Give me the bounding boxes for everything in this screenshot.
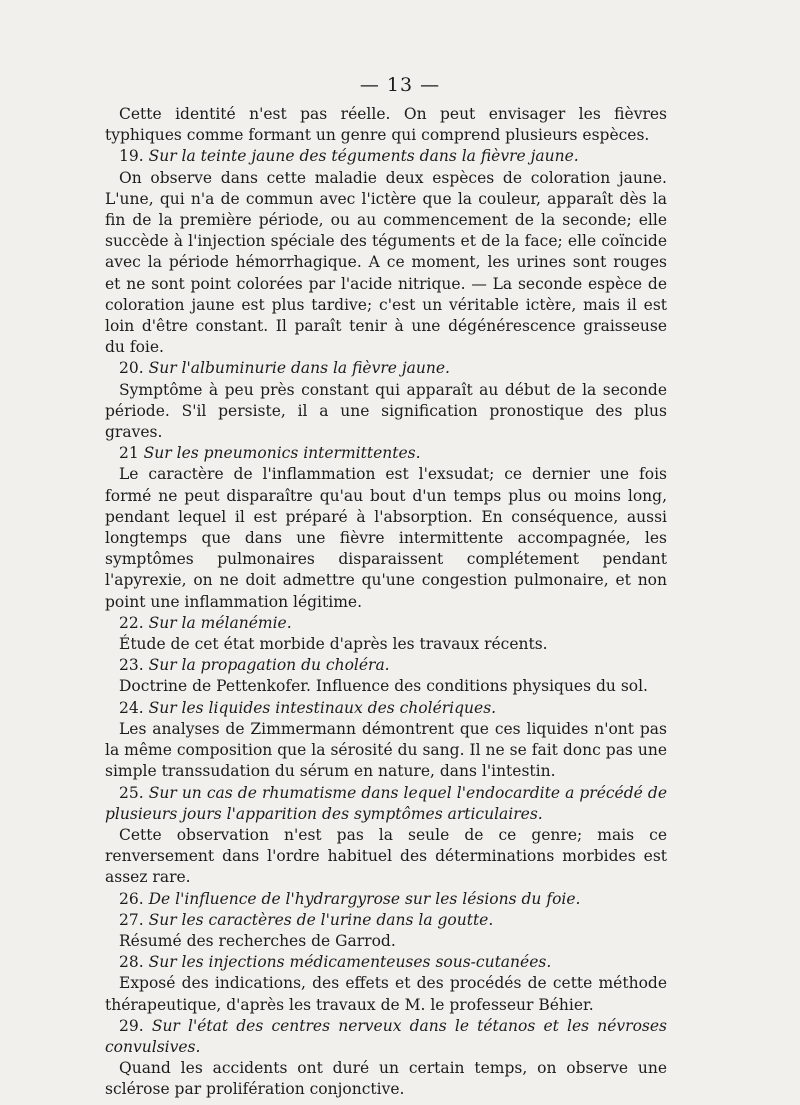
section-title: De l'influence de l'hydrargyrose sur les lésions du foie. <box>148 889 581 908</box>
body-paragraph: Étude de cet état morbide d'après les travaux récents. <box>119 635 548 654</box>
section-title: Sur les injections médicamenteuses sous-cutanées. <box>148 953 552 972</box>
section-number: 20. <box>119 359 144 378</box>
body-paragraph: Cette identité n'est pas réelle. On peut envisager les fièvres typhiques comme formant un genre qui comprend plusieurs espèces. <box>105 105 667 145</box>
body-paragraph: On observe dans cette maladie deux espèces de coloration jaune. L'une, qui n'a de commun avec l'ictère que la couleur, apparaît dès la fin de la première période, ou au commencement de la seconde; elle succède à l'injection spéciale des téguments et de la face; elle coïncide avec la période hémorrhagique. A ce moment, les urines sont rouges et ne sont point colorées par l'acide nitrique. — La seconde espèce de coloration jaune est plus tardive; c'est un véritable ictère, mais il est loin d'être constant. Il paraît tenir à une dégénérescence graisseuse du foie. <box>105 168 667 357</box>
section-number: 24. <box>119 698 144 717</box>
section-number: 25. <box>119 783 144 802</box>
section-title: Sur les pneumonics intermittentes. <box>143 444 421 463</box>
section-number: 29. <box>119 1016 144 1035</box>
section-heading <box>105 146 667 167</box>
body-paragraph: Symptôme à peu près constant qui apparaît au début de la seconde période. S'il persiste, il a une signification pronostique des plus graves. <box>105 380 667 442</box>
section-title: Sur la teinte jaune des téguments dans la fièvre jaune. <box>148 147 579 166</box>
page-number: — 13 — <box>359 74 441 96</box>
section-heading <box>105 1016 667 1058</box>
section-heading <box>105 952 667 973</box>
text-body <box>105 104 667 1101</box>
section-number: 19. <box>119 147 144 166</box>
section-number: 27. <box>119 910 144 929</box>
section-heading <box>105 613 667 634</box>
section-heading <box>105 783 667 825</box>
section-number: 21 <box>119 444 139 463</box>
body-paragraph: Cette observation n'est pas la seule de ce genre; mais ce renversement dans l'ordre habituel des déterminations morbides est assez rare. <box>105 825 667 887</box>
section-heading <box>105 698 667 719</box>
body-paragraph: Résumé des recherches de Garrod. <box>119 931 396 950</box>
section-number: 26. <box>119 889 144 908</box>
section-number: 22. <box>119 613 144 632</box>
body-paragraph: Exposé des indications, des effets et des procédés de cette méthode thérapeutique, d'après les travaux de M. le professeur Béhier. <box>105 974 667 1014</box>
section-heading <box>105 443 667 464</box>
body-paragraph: Les analyses de Zimmermann démontrent que ces liquides n'ont pas la même composition que la sérosité du sang. Il ne se fait donc pas une simple transsudation du sérum en nature, dans l'intestin. <box>105 719 667 781</box>
section-heading <box>105 910 667 931</box>
section-title: Sur l'albuminurie dans la fièvre jaune. <box>148 359 450 378</box>
section-number: 23. <box>119 656 144 675</box>
section-title: Sur l'état des centres nerveux dans le tétanos et les névroses convulsives. <box>105 1016 667 1056</box>
body-paragraph: Quand les accidents ont duré un certain temps, on observe une sclérose par prolifération conjonctive. <box>105 1059 667 1099</box>
section-title: Sur les liquides intestinaux des cholériques. <box>148 698 497 717</box>
section-heading <box>105 358 667 379</box>
section-title: Sur la mélanémie. <box>148 613 292 632</box>
body-paragraph: Le caractère de l'inflammation est l'exsudat; ce dernier une fois formé ne peut disparaître qu'au bout d'un temps plus ou moins long, pendant lequel il est préparé à l'absorption. En conséquence, aussi longtemps que dans une fièvre intermittente accompagnée, les symptômes pulmonaires disparaissent complétement pendant l'apyrexie, on ne doit admettre qu'une congestion pulmonaire, et non point une inflammation légitime. <box>105 465 667 611</box>
section-heading <box>105 889 667 910</box>
section-number: 28. <box>119 953 144 972</box>
section-title: Sur les caractères de l'urine dans la goutte. <box>148 910 494 929</box>
body-paragraph: Doctrine de Pettenkofer. Influence des conditions physiques du sol. <box>119 677 648 696</box>
section-title: Sur un cas de rhumatisme dans lequel l'endocardite a précédé de plusieurs jours l'apparition des symptômes articulaires. <box>105 783 667 823</box>
section-heading <box>105 655 667 676</box>
section-title: Sur la propagation du choléra. <box>148 656 390 675</box>
